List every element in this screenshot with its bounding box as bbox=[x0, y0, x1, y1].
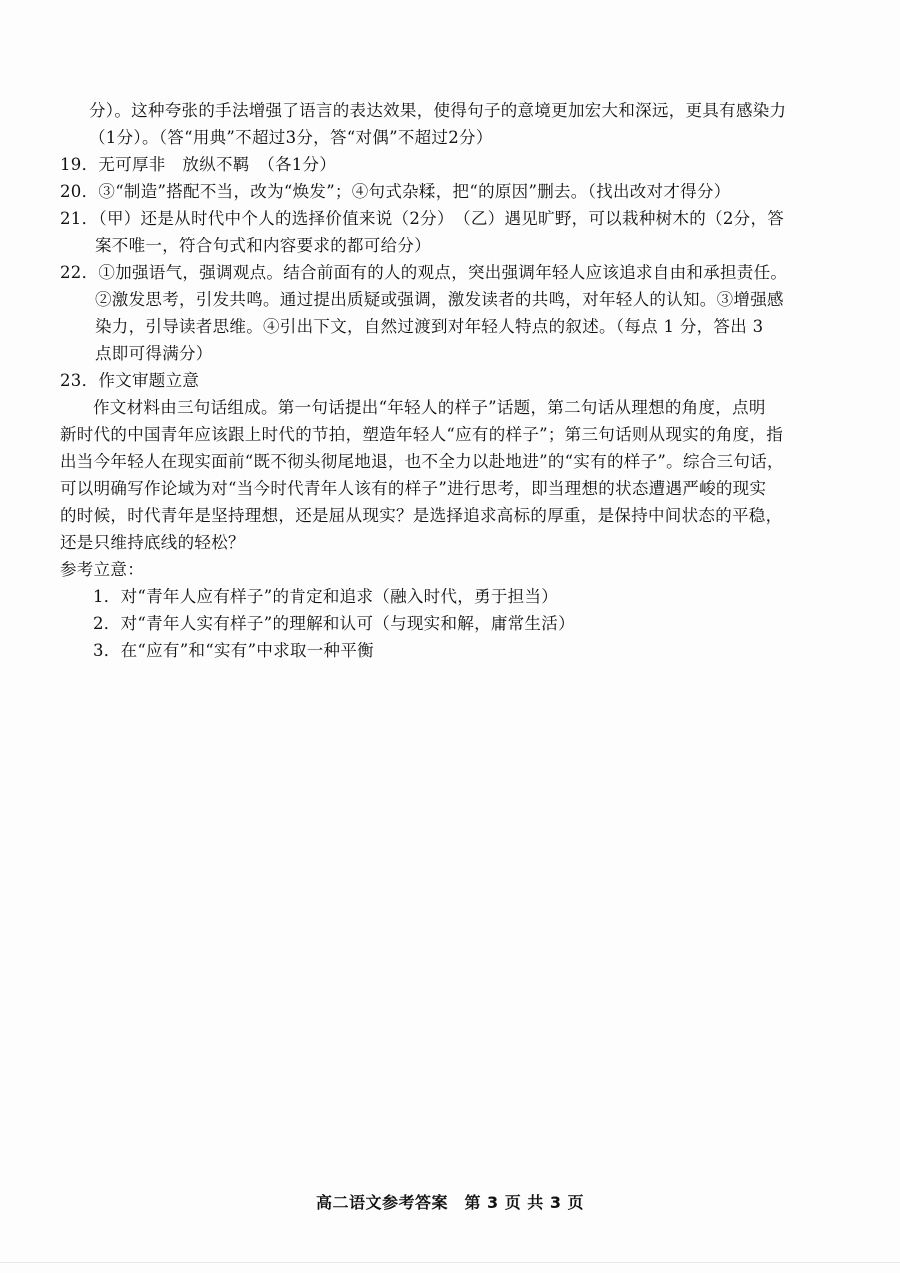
text-line: 参考立意： bbox=[60, 560, 144, 579]
text-line: 的时候，时代青年是坚持理想，还是屈从现实？是选择追求高标的厚重，是保持中间状态的平稳， bbox=[60, 506, 783, 525]
text-line: 21．（甲）还是从时代中个人的选择价值来说（2分） （乙）遇见旷野，可以栽种树木的（2分，答 bbox=[60, 209, 785, 228]
text-line: 22．①加强语气，强调观点。结合前面有的人的观点，突出强调年轻人应该追求自由和承担责任。 bbox=[60, 263, 788, 282]
text-line: 案不唯一，符合句式和内容要求的都可给分） bbox=[95, 236, 431, 255]
text-line: 出当今年轻人在现实面前“既不彻头彻尾地退，也不全力以赴地进”的“实有的样子”。综合三句话， bbox=[60, 452, 784, 471]
text-line: 可以明确写作论域为对“当今时代青年人该有的样子”进行思考，即当理想的状态遭遇严峻的现实 bbox=[60, 479, 767, 498]
text-line: 2．对“青年人实有样子”的理解和认可（与现实和解，庸常生活） bbox=[93, 614, 575, 633]
text-line: 20．③“制造”搭配不当，改为“焕发”；④句式杂糅，把“的原因”删去。（找出改对才得分） bbox=[60, 182, 731, 201]
page-footer: 高二语文参考答案 第 3 页 共 3 页 bbox=[315, 1193, 585, 1212]
text-line: 点即可得满分） bbox=[95, 344, 213, 363]
text-line: 23．作文审题立意 bbox=[60, 371, 200, 390]
page-bottom-edge bbox=[0, 1262, 900, 1263]
text-line: 染力，引导读者思维。④引出下文，自然过渡到对年轻人特点的叙述。（每点 1 分，答出 3 bbox=[95, 317, 764, 336]
answer-key-body bbox=[60, 97, 850, 664]
text-line: 新时代的中国青年应该跟上时代的节拍，塑造年轻人“应有的样子”；第三句话则从现实的角度，指 bbox=[60, 425, 784, 444]
text-line: 19．无可厚非 放纵不羁 （各1分） bbox=[60, 155, 337, 174]
text-line: （1分）。（答“用典”不超过3分，答“对偶”不超过2分） bbox=[89, 128, 493, 147]
text-line: 作文材料由三句话组成。第一句话提出“年轻人的样子”话题，第二句话从理想的角度，点明 bbox=[93, 398, 766, 417]
text-line: 3．在“应有”和“实有”中求取一种平衡 bbox=[93, 641, 374, 660]
text-line: 分）。这种夸张的手法增强了语言的表达效果，使得句子的意境更加宏大和深远，更具有感染力 bbox=[89, 101, 787, 120]
text-line: 1．对“青年人应有样子”的肯定和追求（融入时代，勇于担当） bbox=[93, 587, 559, 606]
text-line: 还是只维持底线的轻松？ bbox=[60, 533, 245, 552]
text-line: ②激发思考，引发共鸣。通过提出质疑或强调，激发读者的共鸣，对年轻人的认知。③增强感 bbox=[95, 290, 784, 309]
